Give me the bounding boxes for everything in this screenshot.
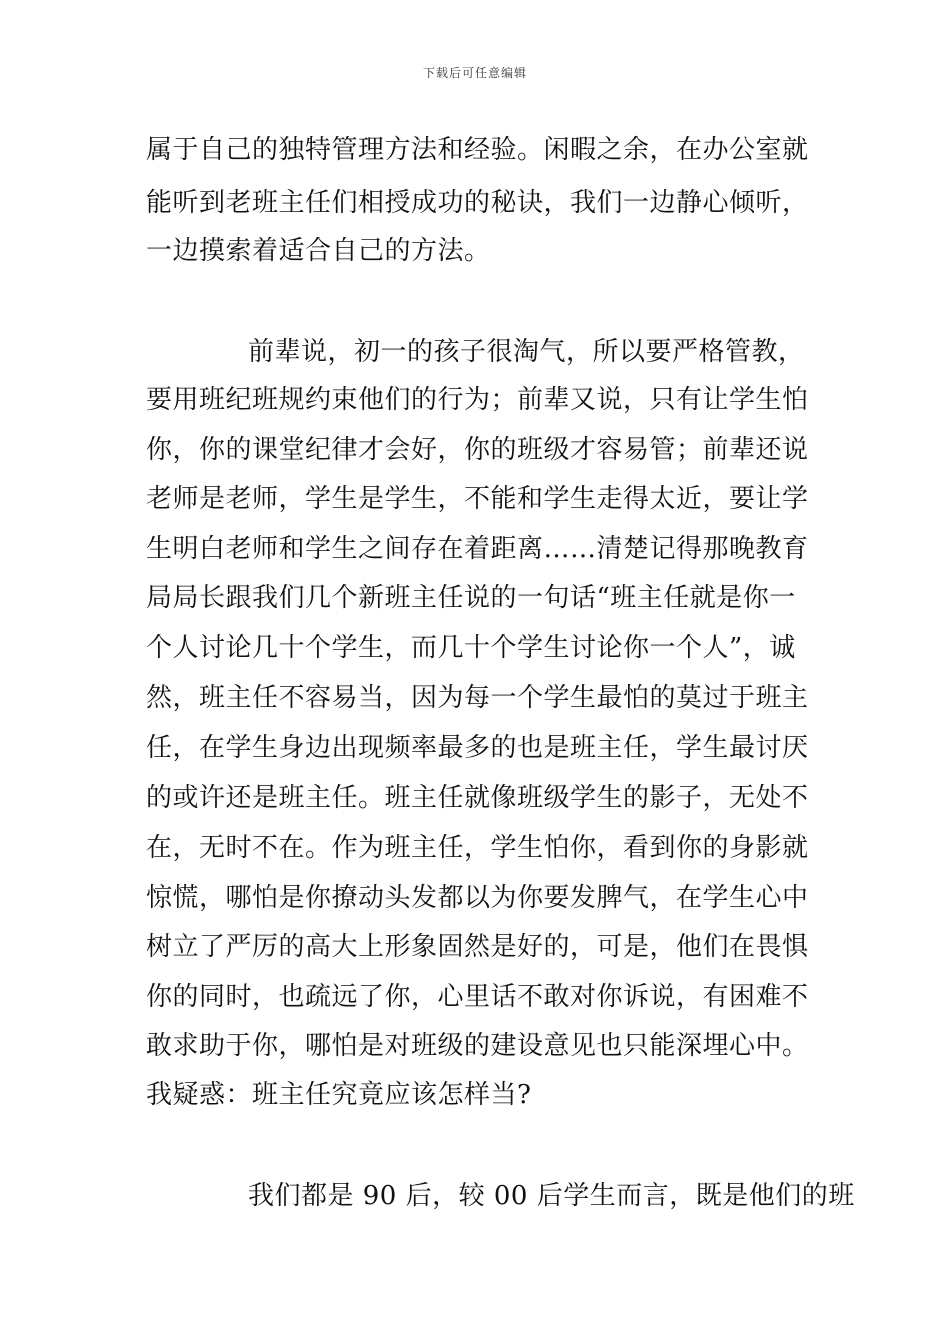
paragraph-2-line-1: 前辈说，初一的孩子很淘气，所以要严格管教， (248, 337, 805, 367)
paragraph-2-line-16: 我疑惑：班主任究竟应该怎样当? (146, 1080, 532, 1110)
paragraph-2-line-7: 个人讨论几十个学生，而几十个学生讨论你一个人”，诚 (146, 633, 796, 663)
paragraph-2-line-9: 任，在学生身边出现频率最多的也是班主任，学生最讨厌 (146, 733, 809, 763)
paragraph-1-line-3: 一边摸索着适合自己的方法。 (146, 236, 491, 266)
paragraph-2-line-15: 敢求助于你，哪怕是对班级的建设意见也只能深埋心中。 (146, 1031, 809, 1061)
paragraph-1-line-1: 属于自己的独特管理方法和经验。闲暇之余，在办公室就 (146, 135, 809, 165)
paragraph-2-line-13: 树立了严厉的高大上形象固然是好的，可是，他们在畏惧 (146, 932, 809, 962)
paragraph-2-line-10: 的或许还是班主任。班主任就像班级学生的影子，无处不 (146, 783, 809, 813)
paragraph-2-line-5: 生明白老师和学生之间存在着距离……清楚记得那晚教育 (146, 534, 809, 564)
paragraph-3-line-1: 我们都是 90 后，较 00 后学生而言，既是他们的班 (248, 1181, 855, 1211)
paragraph-2-line-8: 然，班主任不容易当，因为每一个学生最怕的莫过于班主 (146, 683, 809, 713)
paragraph-1-line-2: 能听到老班主任们相授成功的秘诀，我们一边静心倾听， (146, 188, 809, 218)
page-header-note: 下载后可任意编辑 (422, 66, 527, 80)
paragraph-2-line-2: 要用班纪班规约束他们的行为；前辈又说，只有让学生怕 (146, 385, 809, 415)
paragraph-2-line-12: 惊慌，哪怕是你撩动头发都以为你要发脾气，在学生心中 (146, 883, 809, 913)
paragraph-2-line-14: 你的同时，也疏远了你，心里话不敢对你诉说，有困难不 (146, 982, 809, 1012)
paragraph-2-line-3: 你，你的课堂纪律才会好，你的班级才容易管；前辈还说 (146, 435, 809, 465)
paragraph-2-line-4: 老师是老师，学生是学生，不能和学生走得太近，要让学 (146, 484, 809, 514)
paragraph-2-line-6: 局局长跟我们几个新班主任说的一句话“班主任就是你一 (146, 583, 796, 613)
paragraph-2-line-11: 在，无时不在。作为班主任，学生怕你，看到你的身影就 (146, 833, 809, 863)
